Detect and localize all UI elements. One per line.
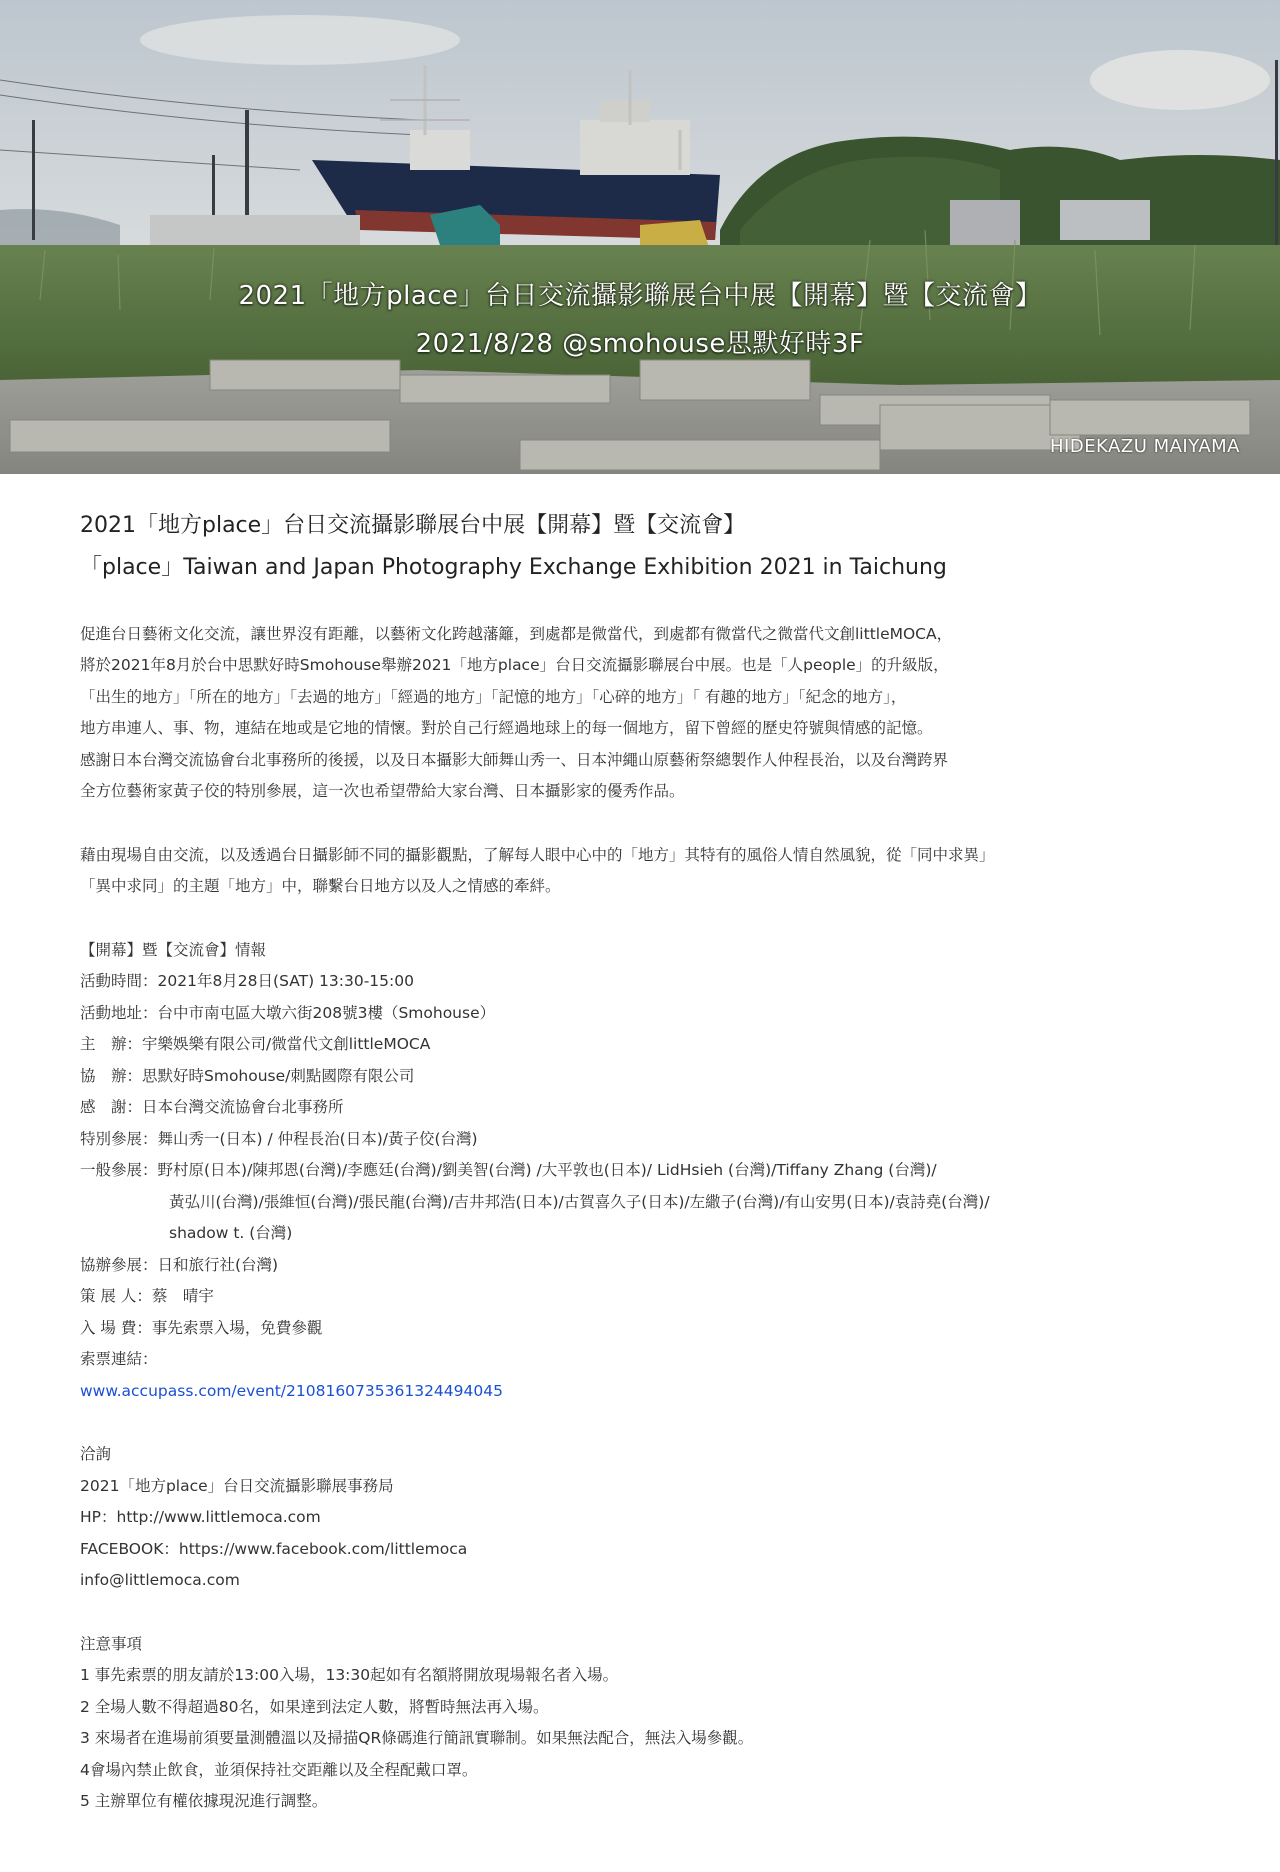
- info-co-organizer: 協 辦：思默好時Smohouse/刺點國際有限公司: [80, 1067, 415, 1085]
- intro-line: 地方串連人、事、物，連結在地或是它地的情懷。對於自己行經過地球上的每一個地方，留下曾經的歷史符號與情感的記憶。: [80, 719, 933, 737]
- note-item: 2 全場人數不得超過80名，如果達到法定人數，將暫時無法再入場。: [80, 1698, 549, 1716]
- hero-photo: [0, 0, 1280, 474]
- intro-line: 「出生的地方」「所在的地方」「去過的地方」「經過的地方」「記憶的地方」「心碎的地方」「 有趣的地方」「紀念的地方」，: [80, 688, 907, 706]
- info-curator: 策 展 人：蔡 晴宇: [80, 1287, 214, 1305]
- info-co-exhibitor: 協辦參展：日和旅行社(台灣): [80, 1256, 279, 1274]
- contact-office: 2021「地方place」台日交流攝影聯展事務局: [80, 1477, 394, 1495]
- info-heading: 【開幕】暨【交流會】情報: [80, 941, 267, 959]
- notes-heading: 注意事項: [80, 1635, 143, 1653]
- page-title-en: 「place」Taiwan and Japan Photography Exchange Exhibition 2021 in Taichung: [80, 555, 947, 580]
- info-special-artists: 特別參展：舞山秀一(日本) / 仲程長治(日本)/黃子佼(台灣): [80, 1130, 478, 1148]
- purpose-line: 藉由現場自由交流，以及透過台日攝影師不同的攝影觀點，了解每人眼中心中的「地方」其特有的風俗人情自然風貌，從「同中求異」: [80, 846, 995, 864]
- note-item: 3 來場者在進場前須要量測體溫以及掃描QR條碼進行簡訊實聯制。如果無法配合，無法入場參觀。: [80, 1729, 754, 1747]
- purpose-line: 「異中求同」的主題「地方」中，聯繫台日地方以及人之情感的牽絆。: [80, 877, 561, 895]
- info-ticket-label: 索票連結：: [80, 1350, 158, 1368]
- hero-title-line2: 2021/8/28 @smohouse思默好時3F: [415, 329, 865, 359]
- contact-email: info@littlemoca.com: [80, 1571, 240, 1589]
- info-general-artists-cont: shadow t. (台灣): [169, 1224, 293, 1242]
- hero-title-line1: 2021「地方place」台日交流攝影聯展台中展【開幕】暨【交流會】: [238, 281, 1042, 311]
- page-title-zh: 2021「地方place」台日交流攝影聯展台中展【開幕】暨【交流會】: [80, 513, 746, 538]
- ticket-link[interactable]: www.accupass.com/event/2108160735361324494045: [80, 1382, 503, 1400]
- hero-banner: [0, 0, 1280, 474]
- intro-line: 感謝日本台灣交流協會台北事務所的後援，以及日本攝影大師舞山秀一、日本沖繩山原藝術祭總製作人仲程長治，以及台灣跨界: [80, 751, 949, 769]
- intro-line: 促進台日藝術文化交流，讓世界沒有距離，以藝術文化跨越藩籬，到處都是微當代，到處都有微當代之微當代文創littleMOCA，: [80, 625, 953, 643]
- contact-heading: 洽詢: [80, 1445, 112, 1463]
- intro-line: 將於2021年8月於台中思默好時Smohouse舉辦2021「地方place」台日交流攝影聯展台中展。也是「人people」的升級版，: [80, 656, 949, 674]
- note-item: 5 主辦單位有權依據現況進行調整。: [80, 1792, 328, 1810]
- intro-line: 全方位藝術家黃子佼的特別參展，這一次也希望帶給大家台灣、日本攝影家的優秀作品。: [80, 782, 685, 800]
- info-thanks: 感 謝：日本台灣交流協會台北事務所: [80, 1098, 344, 1116]
- info-venue: 活動地址：台中市南屯區大墩六街208號3樓（Smohouse）: [80, 1004, 496, 1022]
- info-time: 活動時間：2021年8月28日(SAT) 13:30-15:00: [80, 972, 414, 990]
- note-item: 1 事先索票的朋友請於13:00入場，13:30起如有名額將開放現場報名者入場。: [80, 1666, 619, 1684]
- contact-hp: HP：http://www.littlemoca.com: [80, 1508, 321, 1526]
- info-general-artists-cont: 黃弘川(台灣)/張維恒(台灣)/張民龍(台灣)/吉井邦浩(日本)/古賀喜久子(日本)/左繖子(台灣)/有山安男(日本)/袁詩堯(台灣)/: [169, 1193, 990, 1211]
- info-general-artists: 一般參展：野村原(日本)/陳邦恩(台灣)/李應廷(台灣)/劉美智(台灣) /大平敦也(日本)/ LidHsieh (台灣)/Tiffany Zhang (台灣)/: [80, 1161, 937, 1179]
- contact-facebook: FACEBOOK：https://www.facebook.com/littlemoca: [80, 1540, 468, 1558]
- info-fee: 入 場 費：事先索票入場，免費參觀: [80, 1319, 323, 1337]
- note-item: 4會場內禁止飲食，並須保持社交距離以及全程配戴口罩。: [80, 1761, 478, 1779]
- photo-credit: HIDEKAZU MAIYAMA: [1049, 436, 1240, 457]
- info-organizer: 主 辦：宇樂娛樂有限公司/微當代文創littleMOCA: [80, 1035, 431, 1053]
